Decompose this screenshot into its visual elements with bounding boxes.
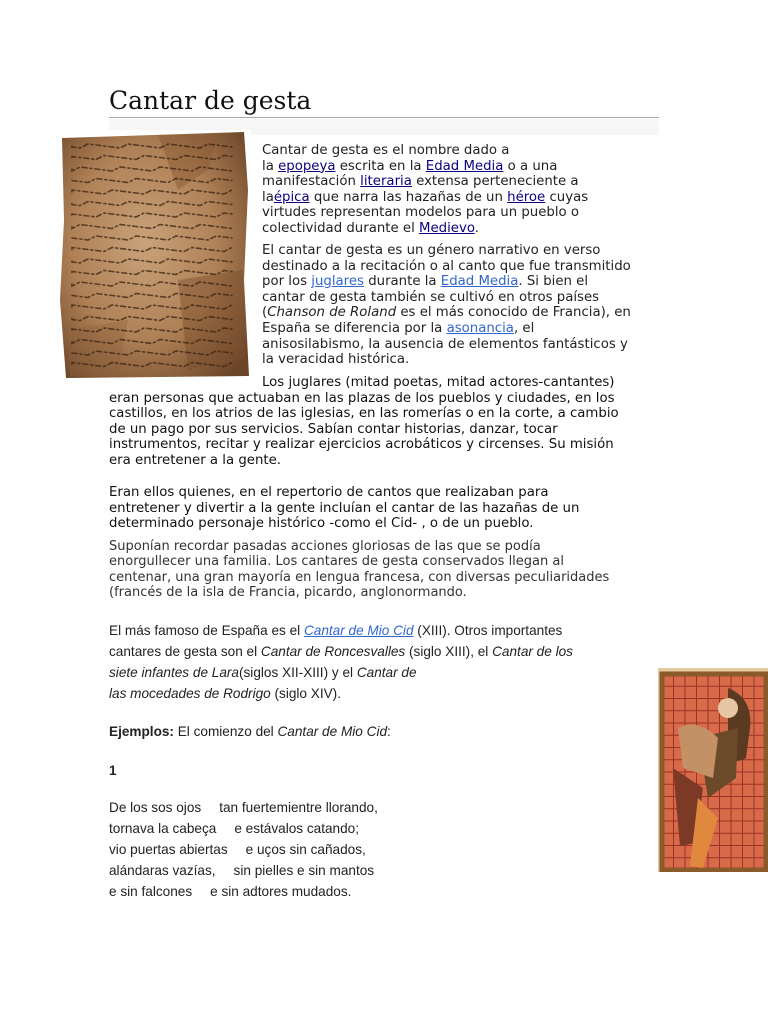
text-line: las mocedades de Rodrigo (siglo XIV). <box>109 686 341 701</box>
link-asonancia[interactable]: asonancia <box>446 320 514 336</box>
text-line: España se diferencia por la asonancia, el <box>262 320 535 336</box>
manuscript-image <box>58 130 251 378</box>
ejemplos-line: Ejemplos: El comienzo del Cantar de Mio Cid: <box>109 724 391 739</box>
text-line: la epopeya escrita en la Edad Media o a una <box>262 158 558 174</box>
text-line: era entretener a la gente. <box>109 452 282 468</box>
poem-line: tornava la cabeça e estávalos catando; <box>109 821 360 836</box>
text-line: de un pago por sus servicios. Sabían contar historias, danzar, tocar <box>109 421 558 437</box>
text-line: determinado personaje histórico -como el Cid- , o de un pueblo. <box>109 516 534 532</box>
text-line: El más famoso de España es el Cantar de Mio Cid (XIII). Otros importantes <box>109 623 563 638</box>
paragraph-juglares <box>109 375 619 469</box>
page-title: Cantar de gesta <box>109 86 659 118</box>
text-line: colectividad durante el Medievo. <box>262 220 479 236</box>
text-line: cantar de gesta también se cultivó en otros países <box>262 289 600 305</box>
paragraph-eran <box>109 485 579 532</box>
text-line: por los juglares durante la Edad Media. Si bien el <box>262 274 589 290</box>
poem <box>109 797 378 902</box>
text-line: manifestación literaria extensa perteneciente a <box>262 174 579 190</box>
poem-line: e sin falcones e sin adtores mudados. <box>109 884 352 899</box>
text-line: enorgullecer una familia. Los cantares de gesta conservados llegan al <box>109 554 564 570</box>
text-line: Eran ellos quienes, en el repertorio de cantos que realizaban para <box>109 485 549 500</box>
text-line: laépica que narra las hazañas de un héroe cuyas <box>262 189 589 205</box>
text-line: (francés de la isla de Francia, picardo, anglonormando. <box>109 584 467 600</box>
paragraph-genre <box>262 243 631 368</box>
link-cantar-mio-cid[interactable]: Cantar de Mio Cid <box>303 623 414 638</box>
link-epopeya[interactable]: epopeya <box>278 158 336 174</box>
text-line: (Chanson de Roland es el más conocido de Francia), en <box>262 305 631 321</box>
text-line: Suponían recordar pasadas acciones gloriosas de las que se podía <box>109 539 541 554</box>
paragraph-famoso <box>109 620 573 704</box>
poem-number: 1 <box>109 763 117 778</box>
paragraph-suponian <box>109 539 609 600</box>
text-line: destinado a la recitación o al canto que fue transmitido <box>262 258 631 274</box>
link-medievo[interactable]: Medievo <box>419 220 475 236</box>
text-line: cantares de gesta son el Cantar de Roncesvalles (siglo XIII), el Cantar de los <box>109 644 573 659</box>
link-edad-media[interactable]: Edad Media <box>425 158 504 174</box>
poem-line: alándaras vazías, sin pielles e sin mantos <box>109 863 375 878</box>
lead-paragraph <box>262 143 588 237</box>
text-line: virtudes representan modelos para un pueblo o <box>262 205 580 221</box>
text-line: la veracidad histórica. <box>262 352 410 368</box>
poem-line: De los sos ojos tan fuertemientre llorando, <box>109 800 378 815</box>
text-line: centenar, una gran mayoría en lengua francesa, con diversas peculiaridades <box>109 569 610 585</box>
link-héroe[interactable]: héroe <box>507 189 546 205</box>
link-literaria[interactable]: literaria <box>360 174 412 190</box>
text-line: Los juglares (mitad poetas, mitad actores-cantantes) <box>262 375 615 390</box>
text-line: castillos, en los atrios de las iglesias, en las romerías o en la corte, a cambio <box>109 406 619 422</box>
text-line: eran personas que actuaban en las plazas de los pueblos y ciudades, en los <box>109 390 615 406</box>
text-line: instrumentos, recitar y realizar ejercicios acrobáticos y circenses. Su misión <box>109 437 614 453</box>
link-edad-media[interactable]: Edad Media <box>440 274 519 290</box>
text-line: Cantar de gesta es el nombre dado a <box>262 143 510 158</box>
text-line: anisosilabismo, la ausencia de elementos fantásticos y <box>262 336 628 352</box>
text-line: El cantar de gesta es un género narrativo en verso <box>262 243 601 258</box>
ejemplos-label: Ejemplos: <box>109 724 174 739</box>
link-juglares[interactable]: juglares <box>311 274 364 290</box>
link-épica[interactable]: épica <box>273 189 310 205</box>
miniature-image <box>658 668 768 872</box>
text-line: siete infantes de Lara(siglos XII-XIII) y el Cantar de <box>109 665 417 680</box>
text-line: entretener y divertir a la gente incluían el cantar de las hazañas de un <box>109 500 580 516</box>
poem-line: vio puertas abiertas e uços sin cañados, <box>109 842 366 857</box>
